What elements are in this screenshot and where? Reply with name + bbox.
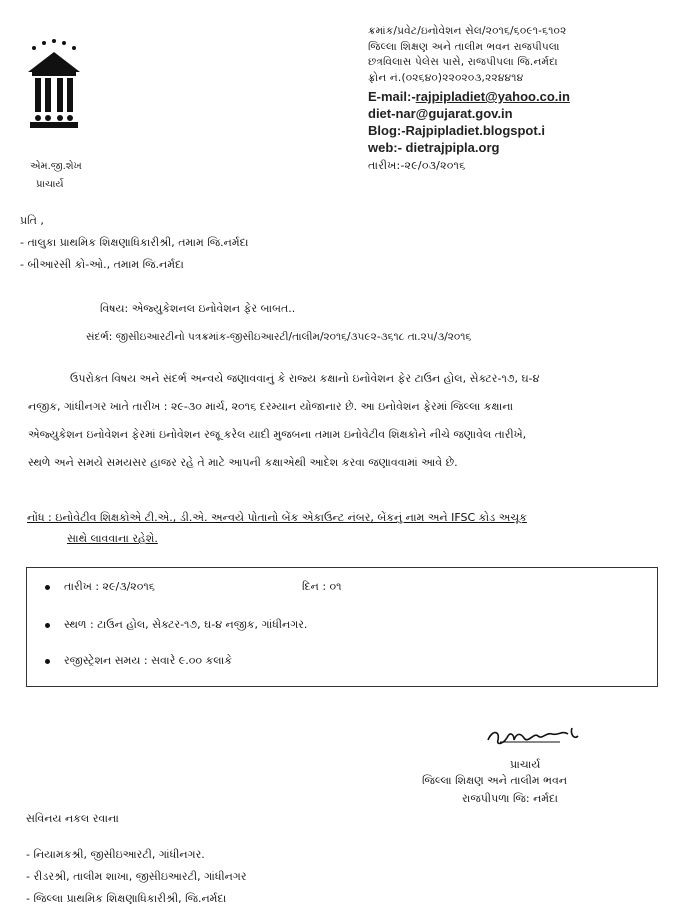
- body-line: સ્થળે અને સમયે સમયસર હાજર રહે તે માટે આપની કક્ષાએથી આદેશ કરવા જણાવવામાં આવે છે.: [28, 456, 458, 469]
- copy-recipient: - નિયામકશ્રી, જીસીઇઆરટી, ગાંધીનગર.: [26, 848, 205, 861]
- registration-time: રજીસ્ટ્રેશન સમય : સવારે ૯.૦૦ કલાકે: [64, 654, 233, 667]
- copy-recipient: - જિલ્લા પ્રાથમિક શિક્ષણાધિકારીશ્રી, જિ.નર્મદા: [26, 892, 227, 905]
- copy-recipient: - રીડરશ્રી, તાલીમ શાખા, જીસીઇઆરટી, ગાંધીનગર: [26, 870, 247, 883]
- recipient-line: - તાલુકા પ્રાથમિક શિક્ષણાધિકારીશ્રી, તમામ જિ.નર્મદા: [20, 236, 249, 249]
- website-link[interactable]: web:- dietrajpipla.org: [368, 140, 500, 155]
- email-secondary[interactable]: diet-nar@gujarat.gov.in: [368, 106, 513, 121]
- note-line: નોંધ : ઇનોવેટીવ શિક્ષકોએ ટી.એ., ડી.એ. અન્વયે પોતાનો બેંક એકાઉન્ટ નંબર, બેંકનું નામ અને IFSC કોડ અચૂક: [27, 511, 527, 524]
- body-paragraph: [28, 365, 648, 477]
- institution-logo: [22, 38, 86, 138]
- email-label: E-mail:-: [368, 89, 416, 104]
- event-place-row: [45, 618, 307, 632]
- subject-text: એજ્યુકેશનલ ઇનોવેશન ફેર બાબત..: [131, 302, 296, 315]
- reference-text: જીસીઇઆરટીનો પત્રક્રમાંક-જીસીઇઆરટી/તાલીમ/૨૦૧૬/૩૫૯૨-૩૬૧૮ તા.૨૫/૩/૨૦૧૬: [115, 331, 472, 343]
- letter-number: ક્રમાંક/પ્રવેટ/ઇનોવેશન સેલ/૨૦૧૬/૬૦૯૧-૬૧૦૨: [368, 25, 567, 37]
- principal-name: એમ.જી.શેખ: [30, 161, 82, 172]
- body-line: નજીક, ગાંધીનગર ખાતે તારીખ : ૨૯-૩૦ માર્ચ, ૨૦૧૬ દરમ્યાન યોજાનાર છે. આ ઇનોવેશન ફેરમાં જિલ્લા કક્ષાના: [28, 400, 514, 413]
- reference-line: [86, 331, 471, 344]
- reference-label: સંદર્ભ:: [86, 331, 113, 343]
- signatory-place: રાજપીપળા જિ: નર્મદા: [462, 792, 558, 805]
- handwritten-signature: [480, 720, 600, 752]
- bullet-icon: [45, 585, 50, 590]
- body-line: ઉપરોક્ત વિષય અને સંદર્ભ અન્વયે જણાવવાનું કે રાજ્ય કક્ષાનો ઇનોવેશન ફેર ટાઉન હોલ, સેક્ટર-૧૭, ઘ-૪: [70, 372, 540, 385]
- note-block: [27, 507, 527, 549]
- bullet-icon: [45, 623, 50, 628]
- letter-header: [368, 24, 668, 174]
- copies-heading: સવિનય નકલ રવાના: [26, 812, 119, 825]
- recipient-heading: પ્રતિ ,: [20, 214, 44, 227]
- letter-date: તારીખ:-૨૯/૦૩/૨૦૧૬: [368, 159, 466, 172]
- blog-link[interactable]: Blog:-Rajpipladiet.blogspot.i: [368, 123, 545, 138]
- event-days: દિન : ૦૧: [302, 580, 342, 593]
- phone-number: ફ્રોન નં.(૦૨૬૪૦)૨૨૦૨૦૩,૨૨૪૪૧૪: [368, 71, 524, 84]
- event-registration-row: [45, 654, 232, 668]
- principal-title: પ્રાચાર્ય: [36, 179, 64, 190]
- bullet-icon: [45, 659, 50, 664]
- event-date: તારીખ : ૨૯/૩/૨૦૧૬: [64, 580, 155, 593]
- note-line: સાથે લાવવાના રહેશે.: [67, 532, 158, 545]
- body-line: એજ્યુકેશન ઇનોવેશન ફેરમાં ઇનોવેશન રજૂ કરેલ યાદી મુજબના તમામ ઇનોવેટીવ શિક્ષકોને નીચે જણાવેલ તારીખે,: [28, 428, 527, 441]
- signatory-title: પ્રાચાર્ય: [510, 758, 541, 771]
- office-address: છત્રવિલાસ પેલેસ પાસે, રાજપીપલા જિ.નર્મદા: [368, 56, 558, 68]
- recipient-line: - બીઆરસી કો-ઓ., તમામ જિ.નર્મદા: [20, 258, 184, 271]
- signatory-office: જિલ્લા શિક્ષણ અને તાલીમ ભવન: [422, 774, 568, 787]
- event-place: સ્થળ : ટાઉન હોલ, સેક્ટર-૧૭, ઘ-૪ નજીક, ગાંધીનગર.: [64, 618, 308, 631]
- subject-line: [100, 302, 295, 316]
- subject-label: વિષય:: [100, 302, 129, 315]
- event-date-row: [45, 580, 155, 594]
- email-line: [368, 88, 668, 105]
- email-link[interactable]: rajpipladiet@yahoo.co.in: [415, 89, 570, 104]
- event-details-box: [26, 567, 658, 687]
- office-name: જિલ્લા શિક્ષણ અને તાલીમ ભવન રાજપીપલા: [368, 40, 560, 53]
